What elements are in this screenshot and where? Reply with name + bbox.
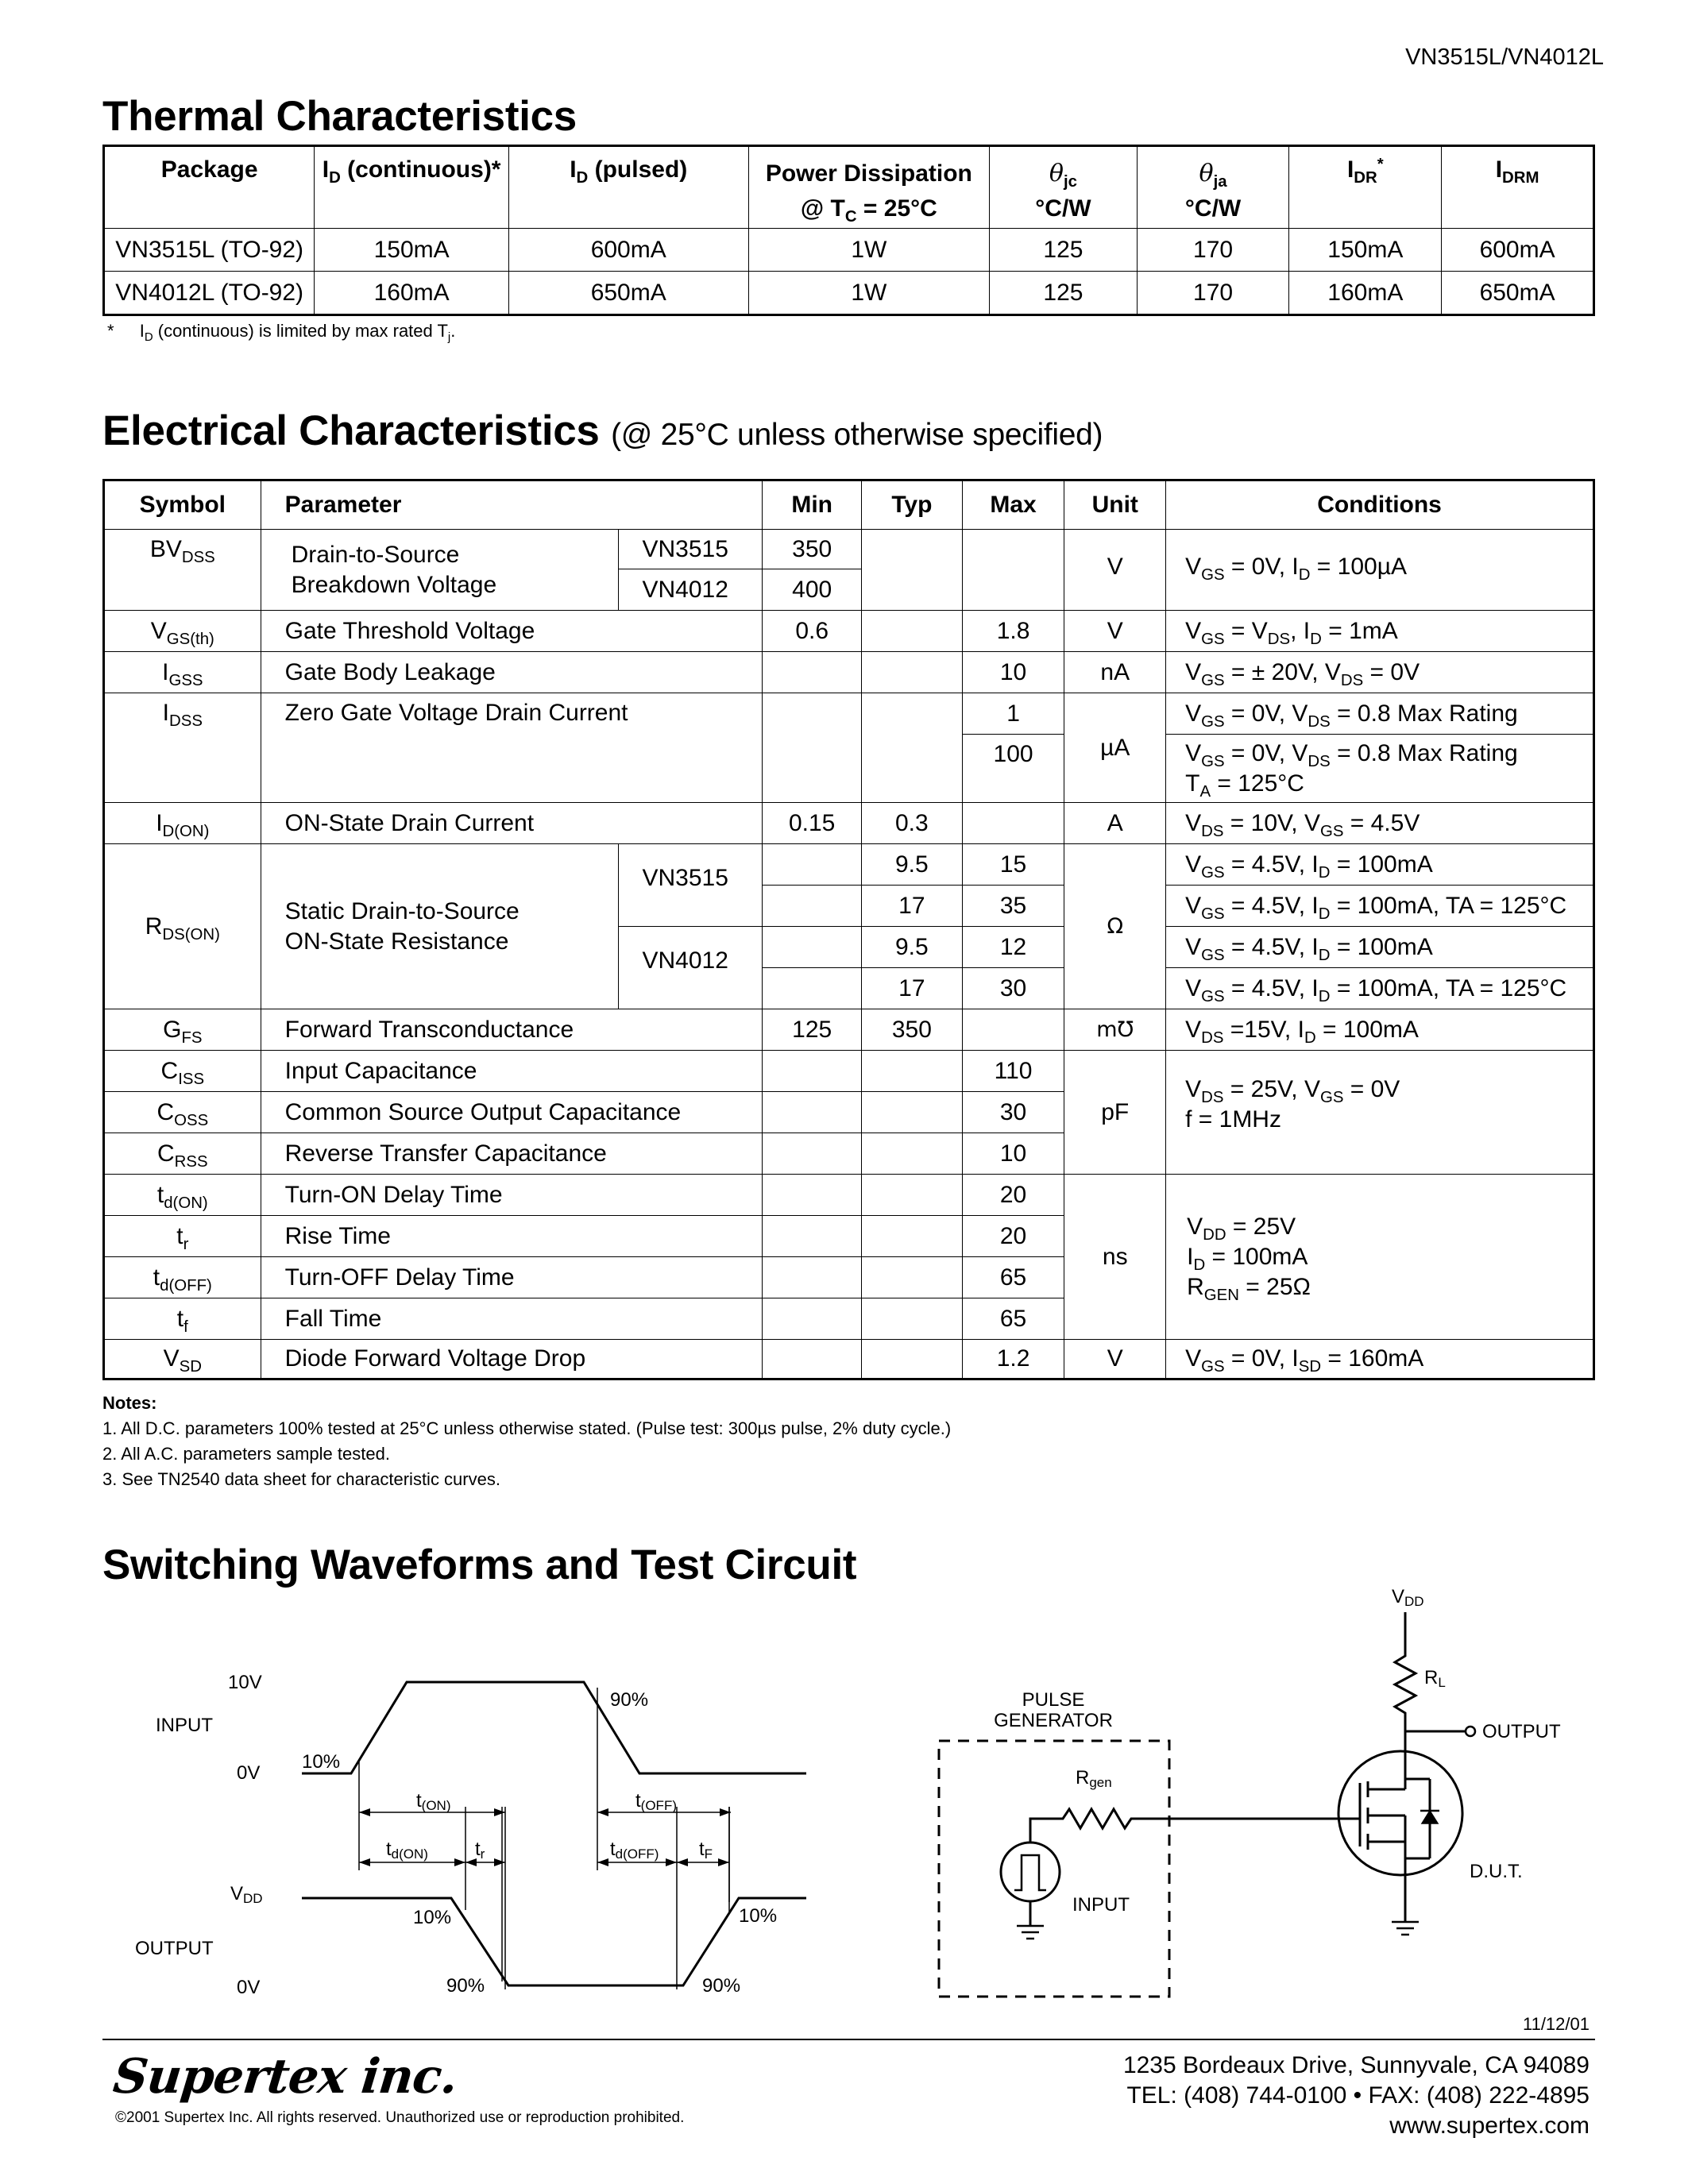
- test-circuit: [939, 1612, 1475, 1997]
- param: Rise Time: [261, 1216, 763, 1257]
- param-bvdss: Drain-to-Source Breakdown Voltage: [261, 530, 618, 611]
- cond: $V_{GS} = 4.5V$, $I_D = 100mA$: [1166, 844, 1594, 886]
- electrical-title: Electrical Characteristics (@ 25°C unless otherwise specified): [102, 407, 1103, 454]
- unit: nA: [1064, 652, 1166, 693]
- h-typ: Typ: [862, 480, 963, 530]
- param: Reverse Transfer Capacitance: [261, 1133, 763, 1175]
- label-output: OUTPUT: [135, 1938, 214, 1959]
- supertex-logo: Supertex inc.: [110, 2049, 460, 2105]
- timing-markers: [359, 1688, 731, 1989]
- sym: $I_{D(ON)}$: [104, 803, 261, 844]
- max: 30: [962, 968, 1064, 1009]
- unit: A: [1064, 803, 1166, 844]
- h-unit: Unit: [1064, 480, 1166, 530]
- label-10pct-output-rise: 10%: [739, 1905, 778, 1927]
- max: 12: [962, 927, 1064, 968]
- pulse-source-icon: [1001, 1843, 1060, 1901]
- cell-pd: 1W: [748, 272, 990, 315]
- label-toff: t(OFF): [635, 1790, 677, 1813]
- circuit-vdd: VDD: [1392, 1586, 1424, 1609]
- sym: $G_{FS}$: [104, 1009, 261, 1051]
- sym: $t_f$: [104, 1298, 261, 1340]
- max: 35: [962, 886, 1064, 927]
- max: 20: [962, 1216, 1064, 1257]
- param: Turn-OFF Delay Time: [261, 1257, 763, 1298]
- label-input: INPUT: [156, 1715, 213, 1736]
- label-tr: tr: [475, 1839, 485, 1862]
- sym: $C_{RSS}$: [104, 1133, 261, 1175]
- param: Input Capacitance: [261, 1051, 763, 1092]
- typ: 17: [862, 886, 963, 927]
- param: Forward Transconductance: [261, 1009, 763, 1051]
- param: Turn-ON Delay Time: [261, 1175, 763, 1216]
- label-10pct-output-fall: 10%: [413, 1907, 452, 1928]
- cell-theta-ja: 170: [1137, 272, 1289, 315]
- circuit-generator: GENERATOR: [994, 1710, 1113, 1731]
- output-waveform: [302, 1898, 806, 1985]
- unit: V: [1064, 1340, 1166, 1379]
- ground-icon-gen: [1017, 1926, 1044, 1939]
- sym: $I_{GSS}$: [104, 652, 261, 693]
- sym: $V_{GS(th)}$: [104, 611, 261, 652]
- dev-vn4012: VN4012: [618, 927, 763, 1009]
- label-0v-input: 0V: [237, 1762, 261, 1784]
- cond: $V_{GS} = 0V$, $I_{SD} = 160mA$: [1166, 1340, 1594, 1379]
- cond: $V_{GS} = 4.5V$, $I_D = 100mA$, TA = 125°C: [1166, 886, 1594, 927]
- cond: $V_{DS} = 10V$, $V_{GS} = 4.5V$: [1166, 803, 1594, 844]
- min: 350: [763, 530, 862, 569]
- cell-theta-jc: 125: [990, 229, 1138, 272]
- param: Gate Threshold Voltage: [261, 611, 763, 652]
- sym: $C_{OSS}$: [104, 1092, 261, 1133]
- cond: $V_{GS} = 4.5V$, $I_D = 100mA$: [1166, 927, 1594, 968]
- label-0v-output: 0V: [237, 1977, 261, 1998]
- waveform-labels: [135, 1672, 777, 1998]
- thermal-footnote: * $I_D$ (continuous) is limited by max rated $T_j$.: [107, 321, 456, 345]
- cell-id-cont: 150mA: [315, 229, 509, 272]
- switching-title: Switching Waveforms and Test Circuit: [102, 1542, 857, 1588]
- label-10v: 10V: [228, 1672, 262, 1693]
- max: 65: [962, 1298, 1064, 1340]
- label-ton: t(ON): [416, 1790, 451, 1813]
- cell-theta-jc: 125: [990, 272, 1138, 315]
- label-tf: tF: [699, 1839, 713, 1862]
- cond: $V_{DS} =15V$, $I_D = 100mA$: [1166, 1009, 1594, 1051]
- label-vdd-output: VDD: [230, 1883, 263, 1906]
- max: 100: [962, 735, 1064, 803]
- note-1: 1. All D.C. parameters 100% tested at 25°C unless otherwise stated. (Pulse test: 300µs pulse, 2% duty cycle.): [102, 1418, 952, 1438]
- thermal-h-theta-jc: $\theta_{jc}$ °C/W: [990, 146, 1138, 229]
- thermal-h-idrm: $I_{DRM}$: [1442, 146, 1594, 229]
- unit: m℧: [1064, 1009, 1166, 1051]
- min: 125: [763, 1009, 862, 1051]
- mosfet-icon: [1338, 1751, 1462, 1875]
- unit: pF: [1064, 1051, 1166, 1175]
- h-max: Max: [962, 480, 1064, 530]
- footer-web[interactable]: www.supertex.com: [1389, 2113, 1590, 2139]
- cond: $V_{DS} = 25V$, $V_{GS} = 0V$ f = 1MHz: [1166, 1051, 1594, 1175]
- thermal-h-id-cont: $I_D$ (continuous)*: [315, 146, 509, 229]
- label-tdoff: td(OFF): [610, 1839, 659, 1862]
- label-10pct-input: 10%: [302, 1751, 341, 1773]
- footer-address-line: 1235 Bordeaux Drive, Sunnyvale, CA 94089: [1122, 2052, 1590, 2078]
- thermal-h-id-pulsed: $I_D$ (pulsed): [508, 146, 748, 229]
- param: Common Source Output Capacitance: [261, 1092, 763, 1133]
- footer-phone: TEL: (408) 744-0100 • FAX: (408) 222-4895: [1126, 2082, 1590, 2109]
- max: 10: [962, 652, 1064, 693]
- param: Diode Forward Voltage Drop: [261, 1340, 763, 1379]
- cell-pd: 1W: [748, 229, 990, 272]
- cell-id-cont: 160mA: [315, 272, 509, 315]
- cond: $V_{DD} = 25V$ $I_D = 100mA$ $R_{GEN} = 25\Omega$: [1166, 1175, 1594, 1340]
- dev-vn3515: VN3515: [618, 844, 763, 927]
- sym: $t_{d(ON)}$: [104, 1175, 261, 1216]
- circuit-pulse: PULSE: [1022, 1689, 1085, 1711]
- cell-idr: 160mA: [1289, 272, 1442, 315]
- ground-icon-dut: [1392, 1922, 1419, 1935]
- min: 0.6: [763, 611, 862, 652]
- cond: $V_{GS} = 0V$, $V_{DS} = 0.8$ Max Rating $T_A = 125^\circ C$: [1166, 735, 1594, 803]
- param: ON-State Drain Current: [261, 803, 763, 844]
- sym: $R_{DS(ON)}$: [104, 844, 261, 1009]
- max: 30: [962, 1092, 1064, 1133]
- circuit-input: INPUT: [1072, 1894, 1130, 1916]
- label-tdon: td(ON): [386, 1839, 428, 1862]
- unit: V: [1064, 530, 1166, 611]
- param: Gate Body Leakage: [261, 652, 763, 693]
- thermal-h-pd: Power Dissipation @ $T_C = 25^\circ C$: [748, 146, 990, 229]
- cell-theta-ja: 170: [1137, 229, 1289, 272]
- pulse-generator-box: [939, 1741, 1169, 1997]
- max: 1.8: [962, 611, 1064, 652]
- sym: $t_r$: [104, 1216, 261, 1257]
- circuit-rl: RL: [1424, 1667, 1446, 1690]
- label-90pct-input: 90%: [610, 1689, 649, 1711]
- max: 1: [962, 693, 1064, 735]
- footer-copyright: ©2001 Supertex Inc. All rights reserved. Unauthorized use or reproduction prohibited.: [115, 2109, 685, 2126]
- h-symbol: Symbol: [104, 480, 261, 530]
- typ: 0.3: [862, 803, 963, 844]
- label-90pct-output-fall: 90%: [446, 1975, 485, 1997]
- max: 10: [962, 1133, 1064, 1175]
- circuit-labels: [994, 1586, 1561, 1916]
- note-3: 3. See TN2540 data sheet for characteristic curves.: [102, 1469, 500, 1489]
- waveforms: [302, 1682, 806, 1989]
- unit: ns: [1064, 1175, 1166, 1340]
- param: Static Drain-to-Source ON-State Resistance: [261, 844, 618, 1009]
- label-90pct-output-rise: 90%: [702, 1975, 741, 1997]
- h-parameter: Parameter: [261, 480, 763, 530]
- max: 1.2: [962, 1340, 1064, 1379]
- diode-icon: [1422, 1811, 1438, 1823]
- note-2: 2. All A.C. parameters sample tested.: [102, 1444, 390, 1464]
- circuit-dut: D.U.T.: [1470, 1861, 1523, 1882]
- thermal-h-package: Package: [104, 146, 315, 229]
- unit: V: [1064, 611, 1166, 652]
- cond: $V_{GS}$ = ± 20V, $V_{DS} = 0V$: [1166, 652, 1594, 693]
- header-part-numbers: VN3515L/VN4012L: [1405, 44, 1604, 70]
- cell-id-pulsed: 600mA: [508, 229, 748, 272]
- resistor-rl-icon: [1395, 1648, 1416, 1731]
- cond: $V_{GS} = 0V$, $V_{DS} = 0.8$ Max Rating: [1166, 693, 1594, 735]
- cond: $V_{GS} = 4.5V$, $I_D = 100mA$, TA = 125°C: [1166, 968, 1594, 1009]
- circuit-output: OUTPUT: [1482, 1721, 1561, 1742]
- circuit-rgen: Rgen: [1076, 1767, 1112, 1790]
- typ: 9.5: [862, 927, 963, 968]
- param: Fall Time: [261, 1298, 763, 1340]
- cond: $V_{GS} = 0V$, $I_D = 100\mu A$: [1166, 530, 1594, 611]
- cell-id-pulsed: 650mA: [508, 272, 748, 315]
- cell-idrm: 650mA: [1442, 272, 1594, 315]
- unit: Ω: [1064, 844, 1166, 1009]
- footer-date: 11/12/01: [1522, 2014, 1590, 2034]
- typ: 17: [862, 968, 963, 1009]
- sym: $C_{ISS}$: [104, 1051, 261, 1092]
- cond: $V_{GS} = V_{DS}$, $I_D = 1mA$: [1166, 611, 1594, 652]
- min: 400: [763, 569, 862, 611]
- thermal-title: Thermal Characteristics: [102, 93, 577, 140]
- sym: $I_{DSS}$: [104, 693, 261, 803]
- typ: 350: [862, 1009, 963, 1051]
- max: 20: [962, 1175, 1064, 1216]
- h-min: Min: [763, 480, 862, 530]
- thermal-h-idr: $I_{DR}^*$: [1289, 146, 1442, 229]
- min: 0.15: [763, 803, 862, 844]
- resistor-rgen-icon: [1050, 1809, 1138, 1828]
- input-waveform: [302, 1682, 806, 1773]
- footer-address: [1123, 2051, 1590, 2141]
- dev-vn3515: VN3515: [618, 530, 763, 569]
- typ: 9.5: [862, 844, 963, 886]
- max: 15: [962, 844, 1064, 886]
- sym: $V_{SD}$: [104, 1340, 261, 1379]
- thermal-h-theta-ja: $\theta_{ja}$ °C/W: [1137, 146, 1289, 229]
- max: 65: [962, 1257, 1064, 1298]
- notes-title: Notes:: [102, 1393, 157, 1413]
- sym: $t_{d(OFF)}$: [104, 1257, 261, 1298]
- cell-package: VN4012L (TO-92): [104, 272, 315, 315]
- cell-idr: 150mA: [1289, 229, 1442, 272]
- dev-vn4012: VN4012: [618, 569, 763, 611]
- unit: µA: [1064, 693, 1166, 803]
- h-conditions: Conditions: [1166, 480, 1594, 530]
- max: 110: [962, 1051, 1064, 1092]
- sym-bvdss: $BV_{DSS}$: [104, 530, 261, 611]
- cell-idrm: 600mA: [1442, 229, 1594, 272]
- cell-package: VN3515L (TO-92): [104, 229, 315, 272]
- param: Zero Gate Voltage Drain Current: [261, 693, 763, 803]
